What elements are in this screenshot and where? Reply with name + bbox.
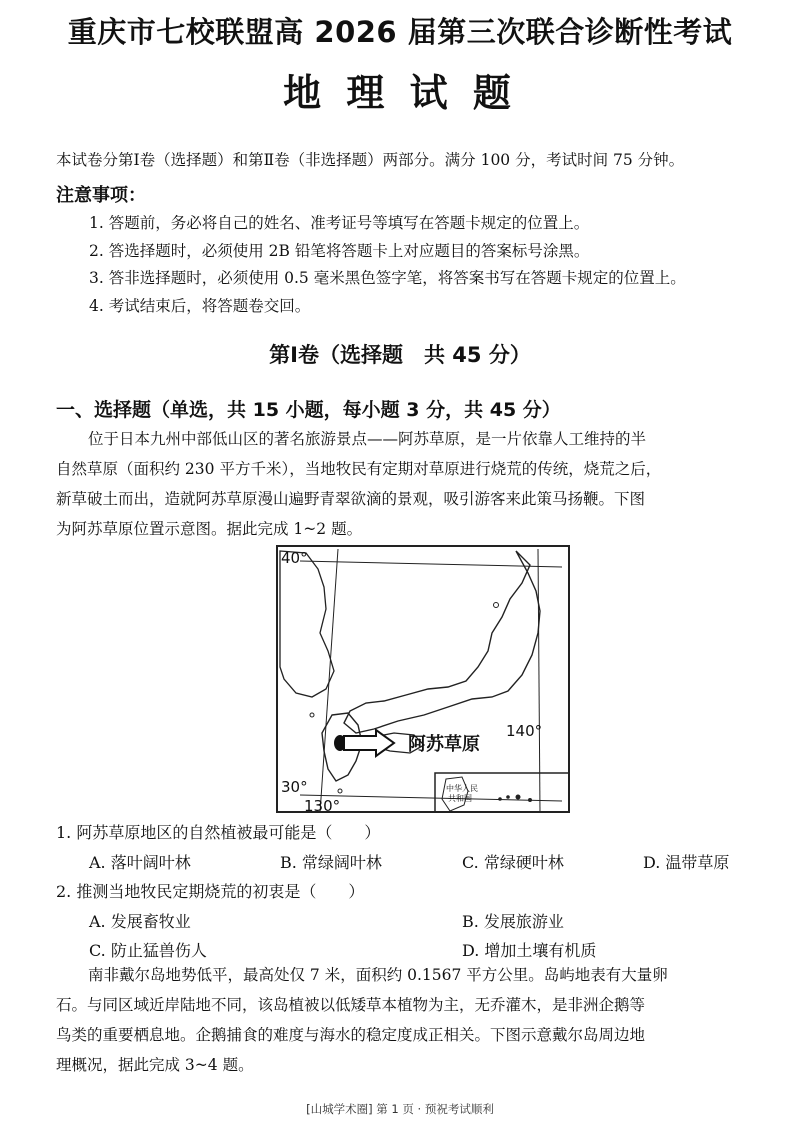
island — [310, 713, 314, 717]
inset-island — [506, 795, 510, 799]
inset-label-line2: 共和国 — [448, 794, 472, 803]
passage-line: 新草破土而出，造就阿苏草原漫山遍野青翠欲滴的景观，吸引游客来此策马扬鞭。下图 — [56, 490, 646, 508]
passage-line: 石。与同区域近岸陆地不同，该岛植被以低矮草本植物为主，无乔灌木，是非洲企鹅等 — [56, 996, 646, 1014]
exam-intro: 本试卷分第Ⅰ卷（选择题）和第Ⅱ卷（非选择题）两部分。满分 100 分，考试时间 75 分钟。 — [56, 151, 685, 169]
page-footer: [山城学术圈] 第 1 页 · 预祝考试顺利 — [306, 1102, 494, 1116]
island — [338, 789, 342, 793]
question-1-option-b: B. 常绿阔叶林 — [280, 853, 382, 872]
aso-grassland-label: 阿苏草原 — [408, 734, 480, 755]
island — [494, 603, 499, 608]
korea-coastline — [280, 551, 334, 697]
notes-heading: 注意事项： — [56, 185, 146, 206]
island — [516, 795, 521, 800]
aso-location-map — [276, 545, 570, 813]
passage-1 — [56, 424, 776, 544]
notes-list — [89, 210, 779, 320]
question-1-option-d: D. 温带草原 — [643, 853, 730, 872]
section1-title: 一、选择题（单选，共 15 小题，每小题 3 分，共 45 分） — [56, 399, 561, 421]
honshu-coastline — [344, 551, 540, 733]
question-2-option-b: B. 发展旅游业 — [462, 912, 564, 931]
part1-title: 第Ⅰ卷（选择题 共 45 分） — [269, 343, 531, 367]
question-1-option-c: C. 常绿硬叶林 — [462, 853, 564, 872]
subject-title: 地 理 试 题 — [283, 71, 517, 115]
passage-line: 理概况，据此完成 3~4 题。 — [56, 1056, 254, 1074]
passage-2 — [56, 960, 776, 1080]
map-drawing — [278, 547, 570, 813]
question-1-option-a: A. 落叶阔叶林 — [89, 853, 191, 872]
question-2-stem: 2. 推测当地牧民定期烧荒的初衷是（ ） — [56, 882, 365, 901]
inset-island — [498, 797, 502, 801]
passage-line: 南非戴尔岛地势低平，最高处仅 7 米，面积约 0.1567 平方公里。岛屿地表有大量卵 — [88, 966, 668, 984]
note-item: 1. 答题前，务必将自己的姓名、准考证号等填写在答题卡规定的位置上。 — [89, 214, 590, 232]
inset-label-line1: 中华人民 — [446, 784, 478, 793]
question-2-option-a: A. 发展畜牧业 — [89, 912, 191, 931]
exam-title: 重庆市七校联盟高 2026 届第三次联合诊断性考试 — [67, 15, 733, 49]
note-item: 4. 考试结束后，将答题卷交回。 — [89, 296, 311, 315]
note-item: 3. 答非选择题时，必须使用 0.5 毫米黑色签字笔，将答案书写在答题卡规定的位置上。 — [89, 269, 686, 287]
latitude-30-label: 30° — [281, 778, 308, 796]
passage-line: 位于日本九州中部低山区的著名旅游景点——阿苏草原，是一片依靠人工维持的半 — [88, 430, 647, 448]
question-2-option-d: D. 增加土壤有机质 — [462, 941, 597, 960]
latitude-40-label: 40° — [281, 549, 308, 567]
question-1-stem: 1. 阿苏草原地区的自然植被最可能是（ ） — [56, 823, 381, 842]
longitude-140-label: 140° — [506, 722, 543, 740]
passage-line: 为阿苏草原位置示意图。据此完成 1~2 题。 — [56, 520, 363, 538]
note-item: 2. 答选择题时，必须使用 2B 铅笔将答题卡上对应题目的答案标号涂黑。 — [89, 241, 590, 260]
passage-line: 鸟类的重要栖息地。企鹅捕食的难度与海水的稳定度成正相关。下图示意戴尔岛周边地 — [56, 1026, 646, 1044]
longitude-130-label: 130° — [304, 797, 341, 813]
question-2-option-c: C. 防止猛兽伤人 — [89, 941, 207, 960]
island — [528, 798, 532, 802]
passage-line: 自然草原（面积约 230 平方千米），当地牧民有定期对草原进行烧荒的传统，烧荒之后， — [56, 460, 662, 478]
